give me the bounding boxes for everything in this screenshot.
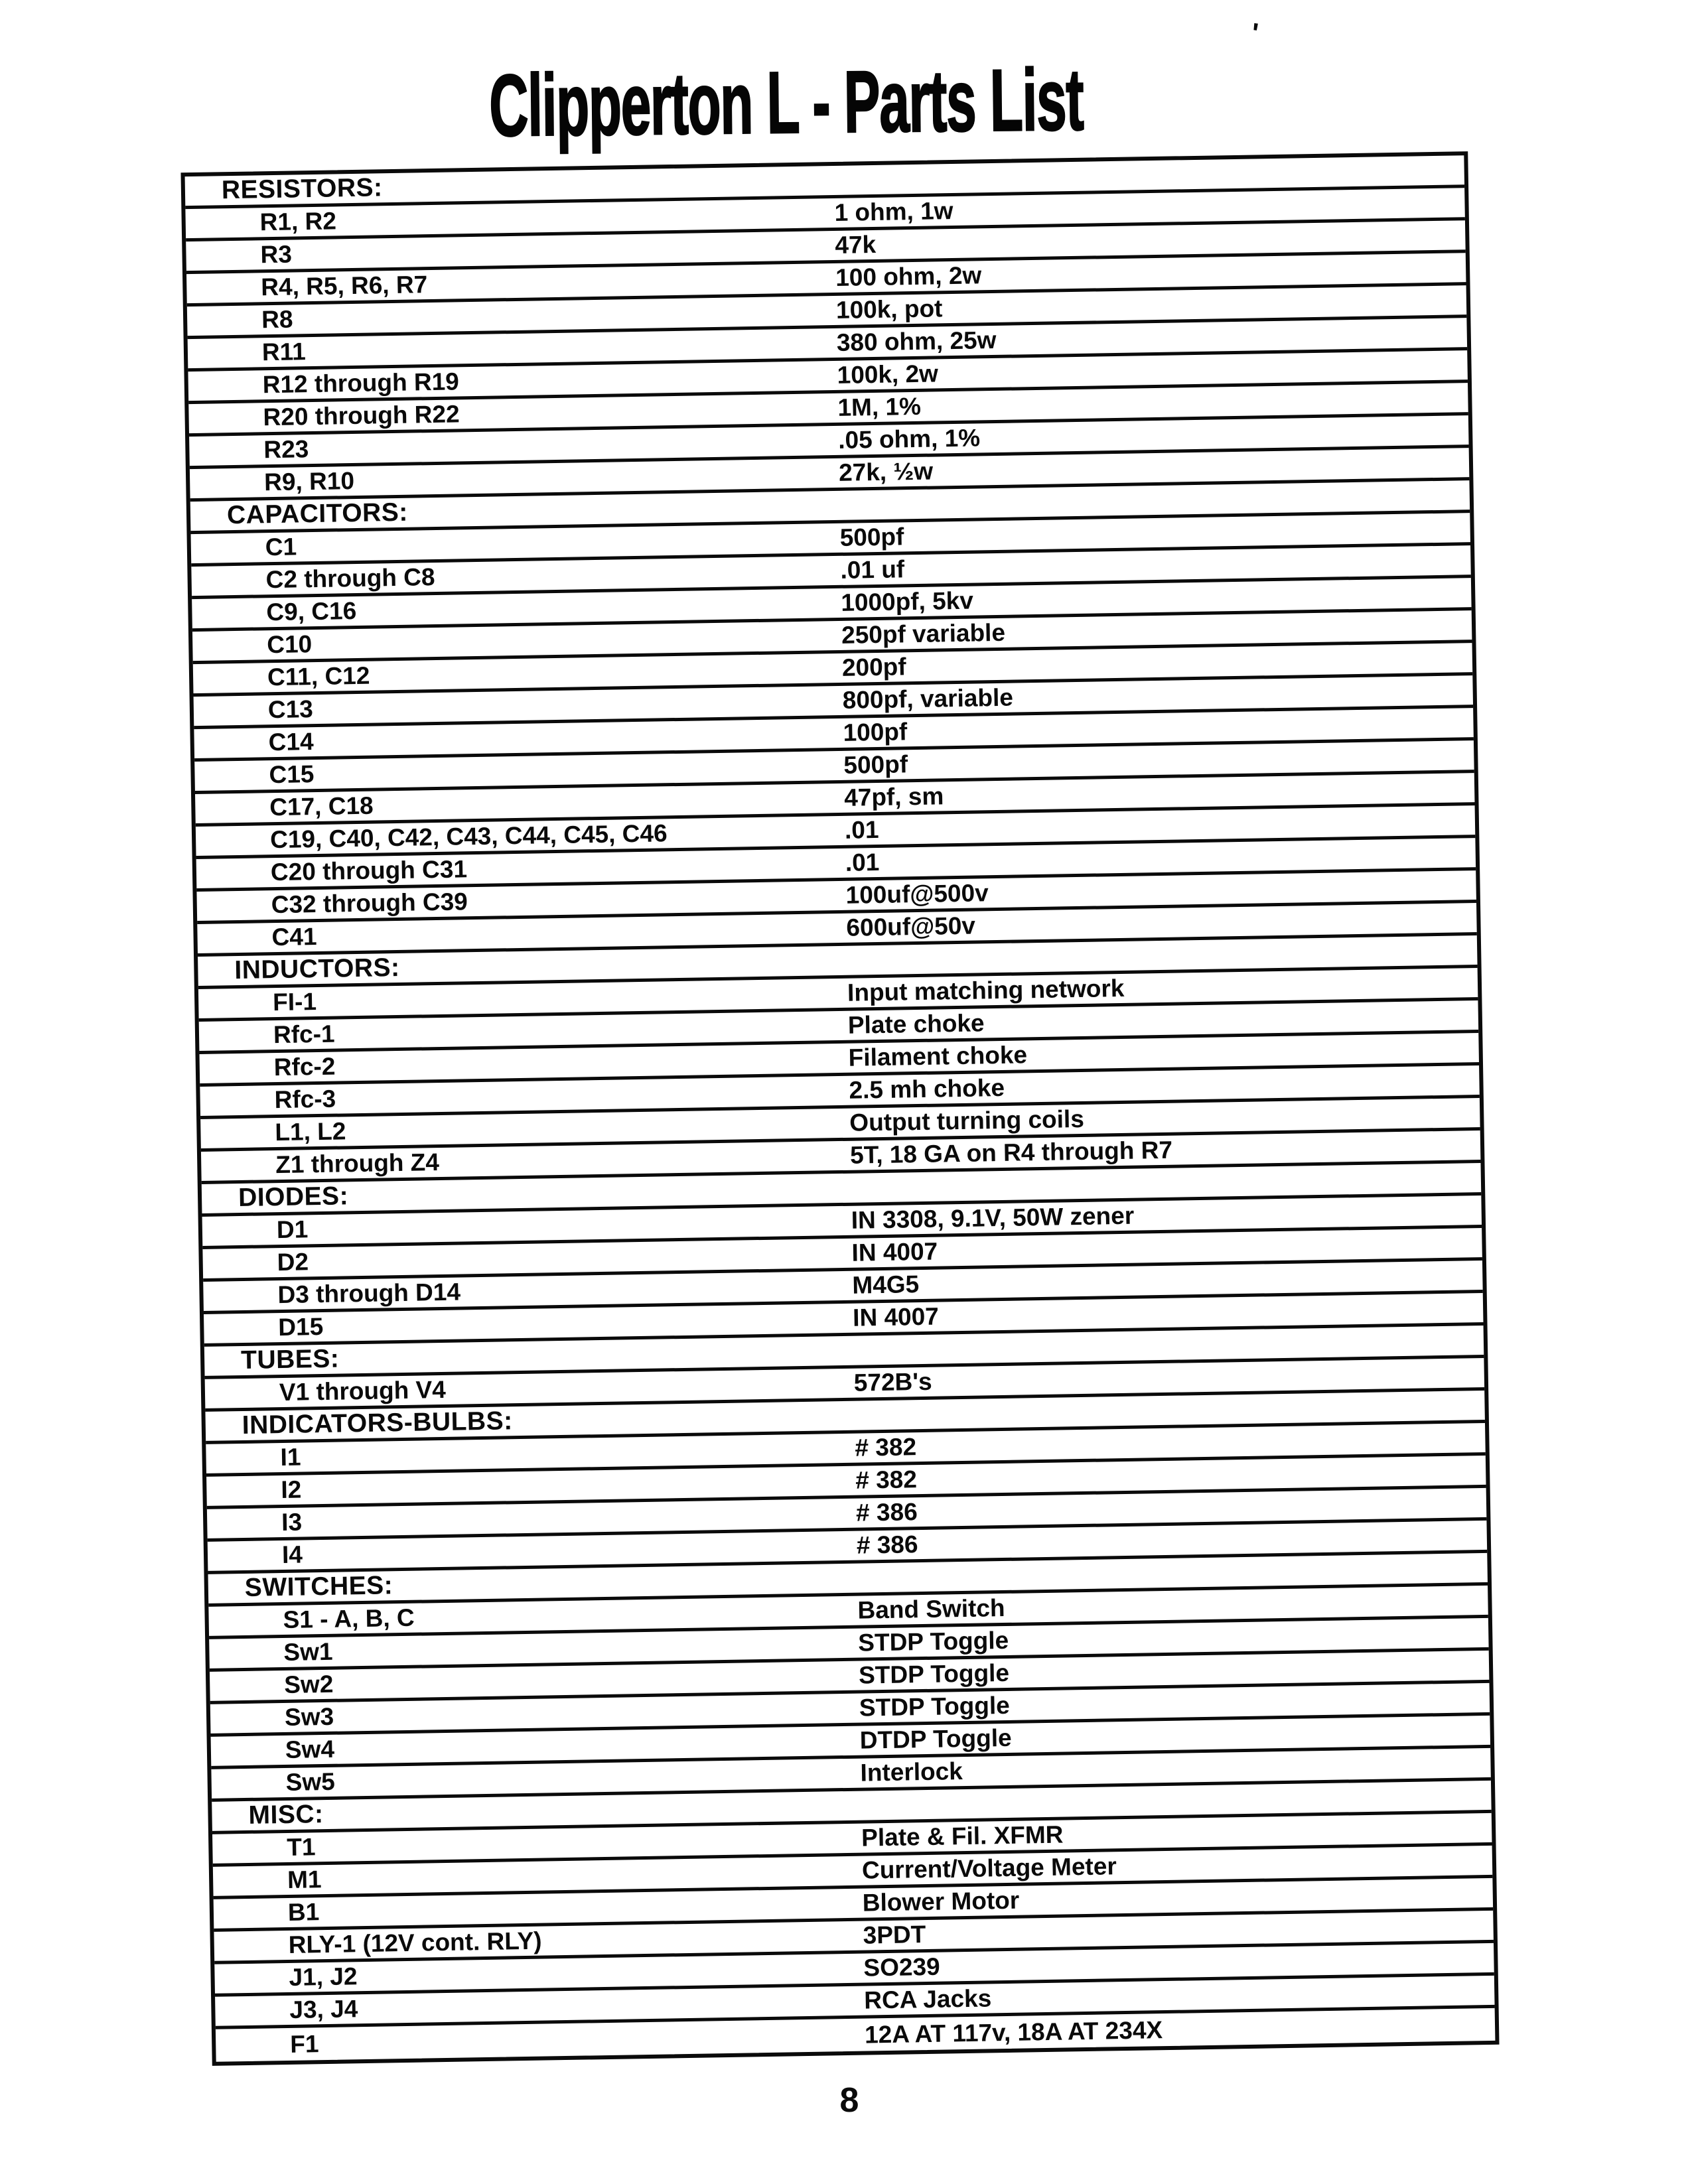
part-value: DTDP Toggle [859, 1724, 1012, 1754]
part-ref: C17, C18 [269, 791, 374, 821]
part-value: # 382 [855, 1466, 918, 1494]
part-value: 500pf [839, 523, 904, 551]
part-value: 2.5 mh choke [849, 1073, 1005, 1104]
part-ref: R3 [260, 240, 293, 269]
part-ref: Z1 through Z4 [275, 1148, 440, 1179]
part-ref: R12 through R19 [262, 368, 460, 399]
part-ref: F1 [289, 2029, 319, 2058]
part-ref: R23 [263, 435, 309, 464]
part-ref: I3 [281, 1508, 303, 1536]
part-ref: R4, R5, R6, R7 [261, 271, 428, 301]
part-value: 5T, 18 GA on R4 through R7 [849, 1136, 1173, 1169]
part-ref: RLY-1 (12V cont. RLY) [288, 1927, 542, 1958]
scan-speck: ' [1249, 17, 1261, 49]
part-value: STDP Toggle [858, 1626, 1009, 1657]
part-value: Input matching network [847, 974, 1125, 1006]
part-value: .01 [845, 848, 880, 876]
section-label: INDICATORS-BULBS: [242, 1406, 513, 1440]
part-ref: D1 [276, 1215, 309, 1244]
part-value: .01 [844, 815, 879, 844]
part-ref: C32 through C39 [271, 888, 468, 919]
part-value: Plate choke [847, 1009, 985, 1039]
part-ref: V1 through V4 [279, 1375, 447, 1406]
part-ref: C10 [266, 630, 313, 659]
part-value: Current/Voltage Meter [861, 1852, 1117, 1884]
part-value: # 386 [856, 1531, 918, 1559]
page-title-text: Clipperton L - Parts List [488, 50, 1084, 155]
part-ref: I1 [280, 1443, 301, 1471]
part-value: 1000pf, 5kv [841, 586, 974, 616]
part-ref: C15 [269, 760, 315, 789]
part-value: 100pf [843, 718, 908, 746]
part-ref: Sw2 [283, 1670, 334, 1699]
part-ref: Rfc-1 [273, 1020, 335, 1049]
part-ref: R9, R10 [263, 467, 355, 496]
part-ref: J1, J2 [289, 1962, 358, 1991]
part-ref: R20 through R22 [263, 400, 460, 431]
part-value: 600uf@50v [846, 912, 976, 941]
section-label: SWITCHES: [244, 1571, 393, 1602]
part-ref: Sw5 [285, 1767, 336, 1796]
part-ref: Sw4 [285, 1735, 335, 1763]
part-value: 100uf@500v [845, 879, 989, 909]
part-value: 500pf [843, 750, 908, 779]
section-label: TUBES: [240, 1344, 340, 1375]
part-value: M4G5 [852, 1270, 920, 1299]
part-value: STDP Toggle [858, 1659, 1010, 1689]
part-value: Blower Motor [862, 1886, 1020, 1917]
part-ref: J3, J4 [289, 1995, 358, 2023]
part-ref: R1, R2 [259, 207, 337, 236]
section-label: INDUCTORS: [234, 953, 400, 985]
part-value: 800pf, variable [842, 683, 1014, 714]
part-value: IN 4007 [852, 1302, 940, 1331]
part-value: 3PDT [863, 1921, 926, 1949]
part-value: 100k, pot [835, 295, 943, 324]
part-value: .01 uf [840, 555, 905, 584]
section-label: MISC: [248, 1800, 324, 1830]
parts-table [180, 151, 1499, 2066]
part-ref: R8 [261, 305, 293, 334]
part-value: IN 3308, 9.1V, 50W zener [851, 1201, 1135, 1234]
part-ref: C14 [268, 728, 314, 756]
part-ref: C1 [265, 533, 297, 561]
part-ref: C9, C16 [266, 596, 357, 626]
section-label: CAPACITORS: [226, 498, 409, 530]
part-ref: D3 through D14 [277, 1278, 461, 1309]
part-value: 47pf, sm [843, 782, 944, 811]
part-value: 250pf variable [841, 618, 1006, 649]
part-value: # 382 [855, 1433, 917, 1462]
part-value: STDP Toggle [859, 1691, 1011, 1722]
part-ref: D15 [278, 1312, 324, 1341]
part-ref: C19, C40, C42, C43, C44, C45, C46 [269, 819, 668, 854]
page-title [0, 50, 1573, 155]
part-ref: C13 [267, 695, 314, 724]
part-value: Band Switch [857, 1594, 1005, 1624]
part-ref: I2 [281, 1475, 302, 1504]
part-ref: R11 [261, 338, 307, 366]
part-ref: B1 [287, 1898, 320, 1926]
part-value: IN 4007 [851, 1237, 938, 1266]
part-ref: T1 [287, 1833, 316, 1861]
part-ref: C2 through C8 [265, 563, 435, 594]
part-ref: C41 [271, 923, 317, 951]
part-ref: S1 - A, B, C [283, 1604, 415, 1634]
part-value: 572B's [853, 1367, 933, 1397]
part-ref: C20 through C31 [270, 855, 468, 886]
part-value: # 386 [855, 1498, 918, 1527]
part-ref: L1, L2 [275, 1117, 346, 1146]
section-label: DIODES: [238, 1182, 349, 1213]
part-value: 47k [835, 230, 877, 259]
part-value: 200pf [841, 653, 906, 681]
part-value: 380 ohm, 25w [836, 326, 997, 356]
part-value: Interlock [860, 1757, 963, 1787]
part-ref: I4 [281, 1540, 303, 1569]
part-ref: C11, C12 [267, 661, 370, 691]
part-value: 12A AT 117v, 18A AT 234X [864, 2015, 1163, 2049]
part-ref: D2 [277, 1248, 309, 1276]
part-ref: Rfc-3 [274, 1085, 336, 1114]
part-value: 1M, 1% [837, 392, 922, 421]
part-value: .05 ohm, 1% [837, 424, 981, 454]
part-value: 100k, 2w [837, 360, 939, 389]
page-number: 8 [839, 2081, 859, 2120]
part-value: SO239 [863, 1952, 941, 1982]
part-value: Output turning coils [849, 1105, 1085, 1136]
part-value: 100 ohm, 2w [835, 261, 982, 291]
part-ref: Sw1 [283, 1637, 333, 1667]
part-ref: FI-1 [272, 988, 317, 1016]
part-value: Filament choke [848, 1041, 1028, 1071]
part-value: RCA Jacks [863, 1984, 992, 2014]
part-ref: M1 [287, 1866, 322, 1893]
section-label: RESISTORS: [221, 173, 383, 205]
part-value: Plate & Fil. XFMR [861, 1820, 1064, 1852]
part-ref: Rfc-2 [273, 1052, 336, 1081]
part-value: 1 ohm, 1w [834, 196, 953, 226]
part-ref: Sw3 [284, 1702, 334, 1731]
part-value: 27k, ½w [838, 457, 934, 486]
